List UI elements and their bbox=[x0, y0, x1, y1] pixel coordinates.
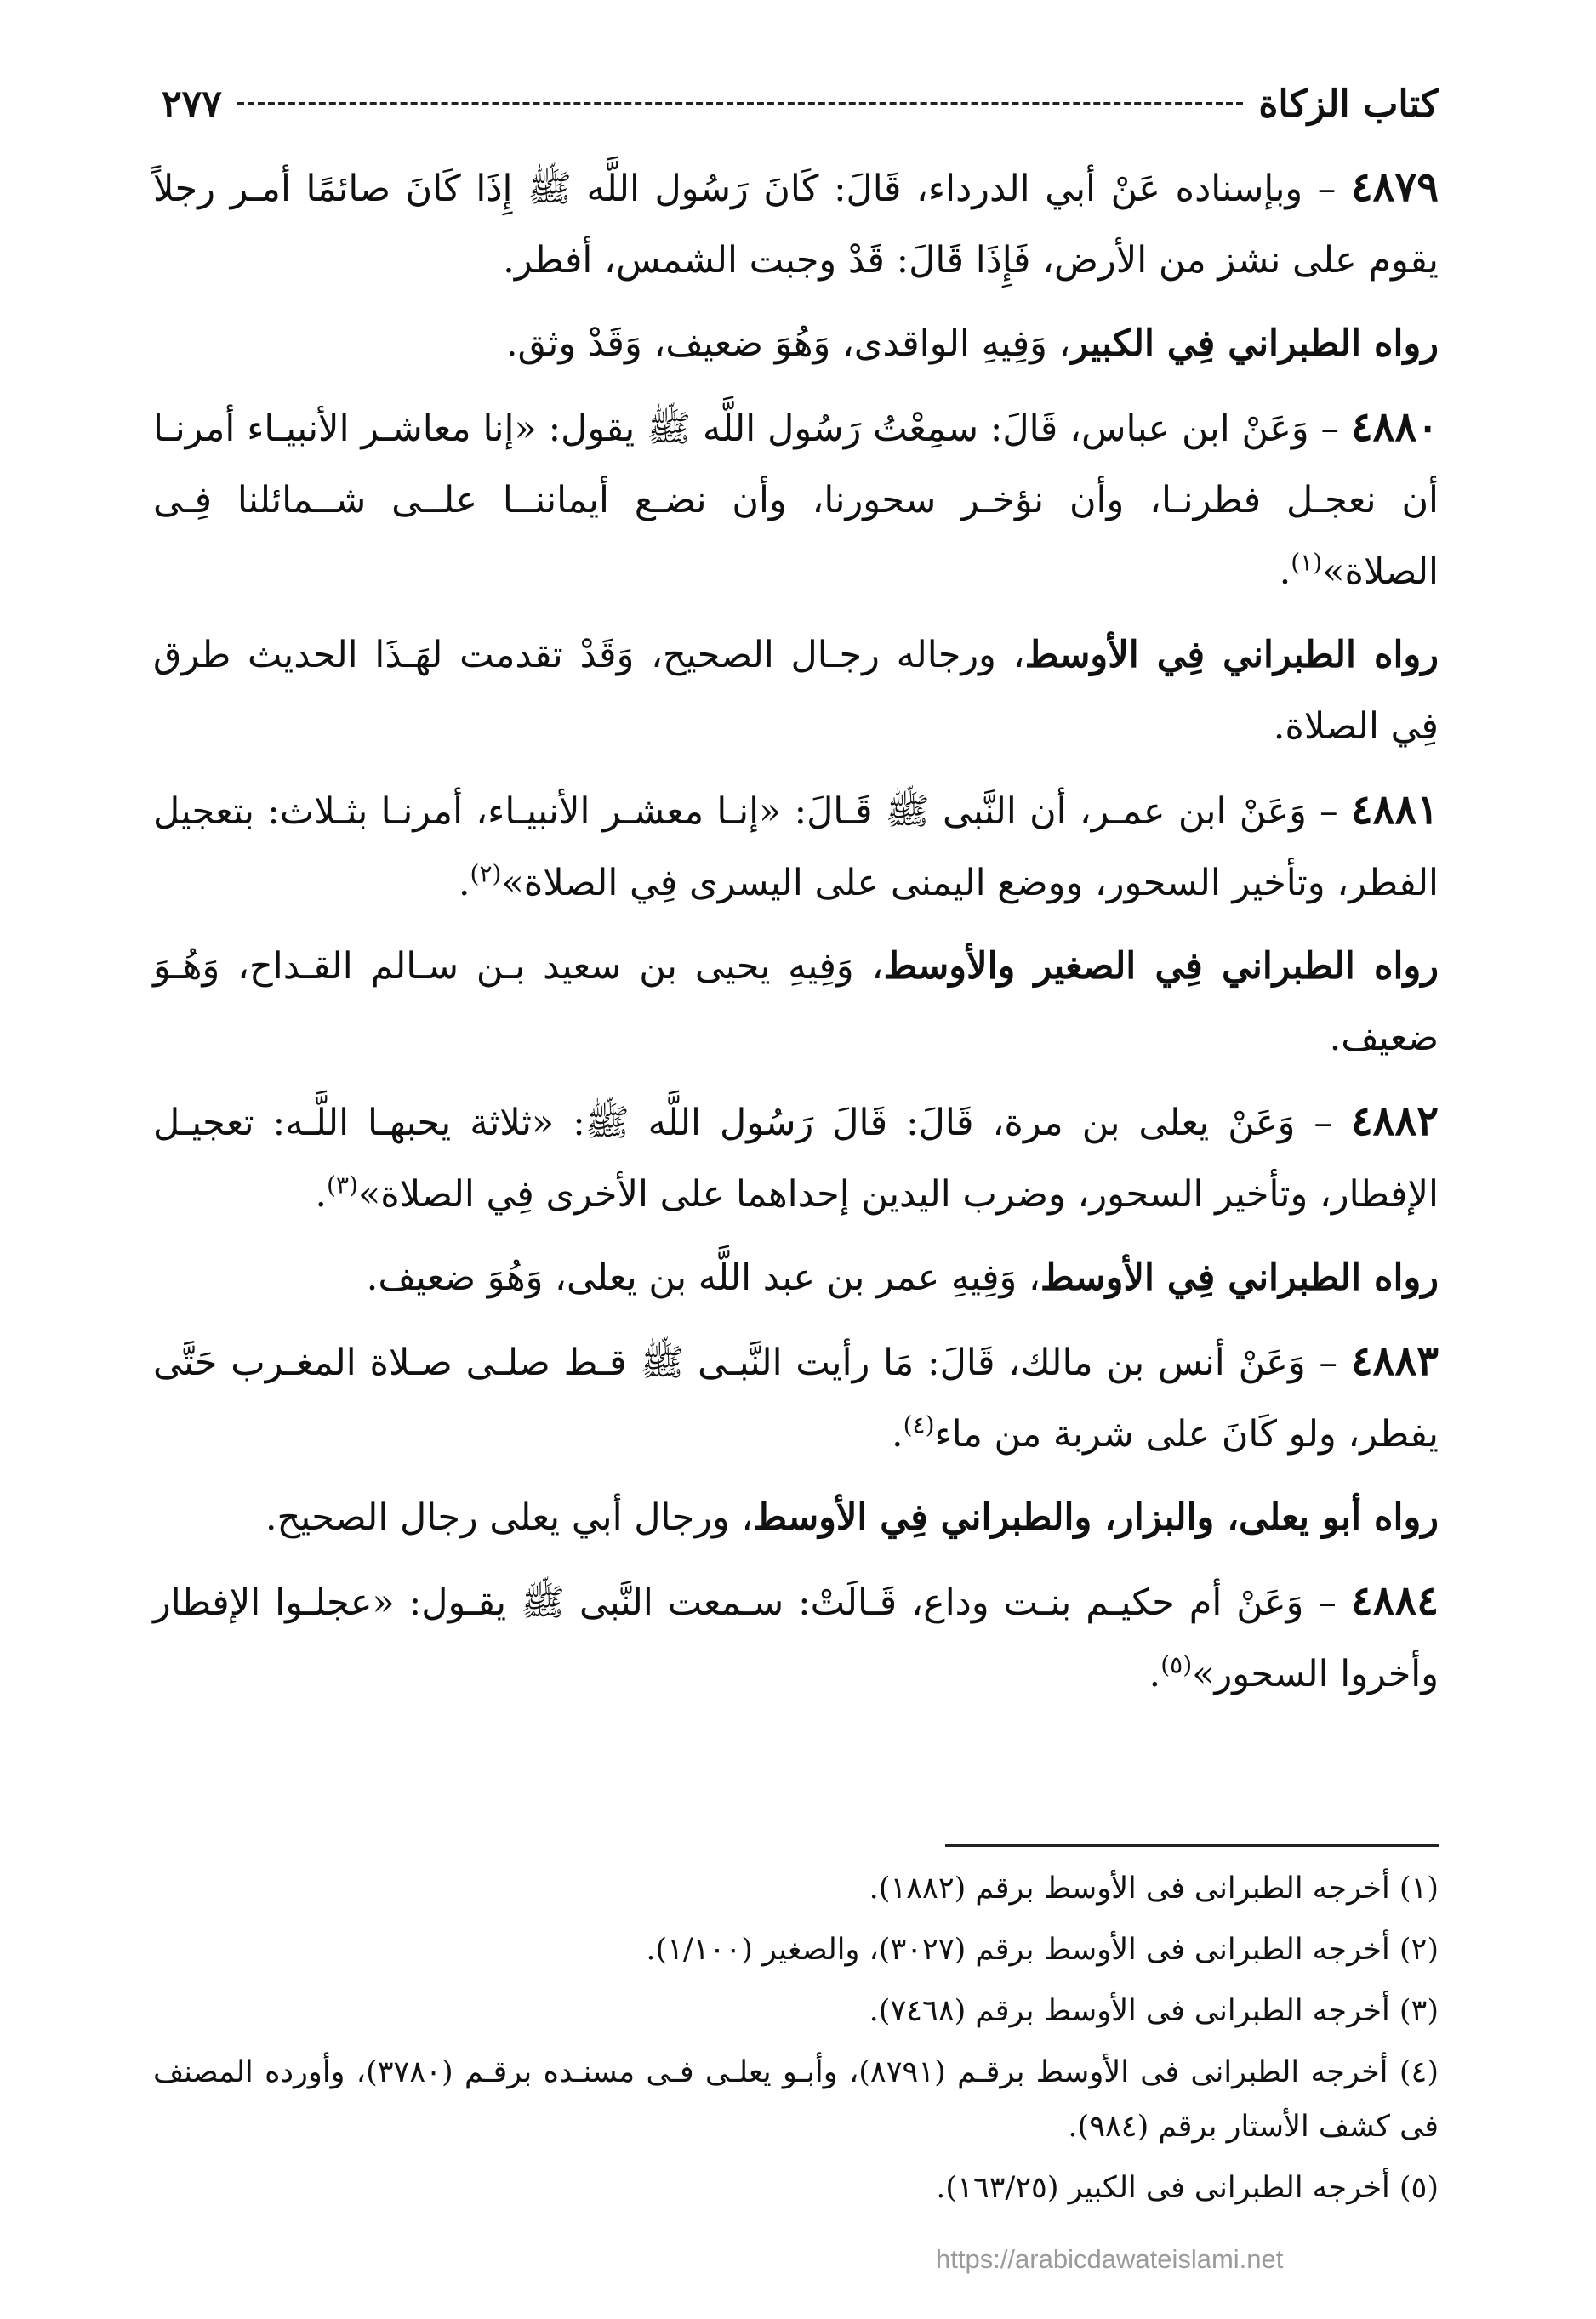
footnote-item: (٥) أخرجه الطبرانى فى الكبير (١٦٣/٢٥). bbox=[936, 2171, 1439, 2205]
hadith-text: – وَعَنْ ابن عباس، قَالَ: سمِعْتُ رَسُول اللَّه ﷺ يقول: «إنا معاشـر الأنبيـاء أمرنـا أن نعجـل فطرنـا، وأن نؤخـر سحورنا، وأن نضـع أيماننــا علــى شــمائلنا فِـى الصلاة» bbox=[153, 407, 1439, 593]
hadith-paragraph bbox=[153, 1325, 1439, 1470]
footnote-ref[interactable]: (٥) bbox=[1160, 1650, 1193, 1679]
hadith-paragraph bbox=[153, 151, 1439, 296]
footnote-ref[interactable]: (٤) bbox=[903, 1410, 935, 1439]
header-divider bbox=[237, 102, 1243, 105]
narration-source: رواه الطبراني فِي الأوسط bbox=[1024, 634, 1439, 676]
hadith-number: ٤٨٨٢ bbox=[1350, 1097, 1439, 1145]
footnote-item: (١) أخرجه الطبرانى فى الأوسط برقم (١٨٨٢). bbox=[869, 1872, 1439, 1906]
chapter-title: كتاب الزكاة bbox=[1258, 82, 1439, 126]
footnote-ref[interactable]: (٣) bbox=[327, 1171, 358, 1199]
narration-text: ، وَفِيهِ عمر بن عبد اللَّه بن يعلى، وَهُوَ ضعيف. bbox=[366, 1256, 1040, 1299]
hadith-paragraph bbox=[153, 1085, 1439, 1230]
narration-note bbox=[153, 931, 1439, 1074]
page-number: ٢٧٧ bbox=[162, 82, 222, 126]
footnotes bbox=[153, 1861, 1439, 2222]
narration-source: رواه أبو يعلى، والبزار، والطبراني فِي الأوسط bbox=[753, 1496, 1439, 1539]
hadith-number: ٤٨٨٠ bbox=[1350, 403, 1439, 451]
hadith-tail: . bbox=[315, 1173, 328, 1216]
footnote-ref[interactable]: (١) bbox=[1291, 548, 1323, 577]
hadith-text: – وَعَنْ أنس بن مالك، قَالَ: مَا رأيت النَّبـى ﷺ قـط صلـى صـلاة المغـرب حَتَّى يفطر، ولو كَانَ على شربة من ماء bbox=[153, 1342, 1439, 1456]
hadith-number: ٤٨٨١ bbox=[1350, 786, 1439, 834]
footnote-ref[interactable]: (٢) bbox=[470, 859, 502, 888]
hadith-text: – وَعَنْ يعلى بن مرة، قَالَ: قَالَ رَسُول اللَّه ﷺ: «ثلاثة يحبهـا اللَّـه: تعجيـل الإفطار، وتأخير السحور، وضرب اليدين إحداهما على الأخرى فِي الصلاة» bbox=[153, 1102, 1439, 1216]
footnote-item: (٢) أخرجه الطبرانى فى الأوسط برقم (٣٠٢٧)، والصغير (١/١٠٠). bbox=[646, 1933, 1439, 1967]
hadith-tail: . bbox=[1149, 1653, 1161, 1695]
hadith-tail: . bbox=[891, 1413, 903, 1456]
footnote-item: (٣) أخرجه الطبرانى فى الأوسط برقم (٧٤٦٨). bbox=[869, 1994, 1439, 2028]
hadith-tail: . bbox=[458, 862, 470, 904]
page-header bbox=[162, 78, 1439, 129]
hadith-number: ٤٨٧٩ bbox=[1350, 163, 1439, 211]
narration-text: ، ورجال أبي يعلى رجال الصحيح. bbox=[265, 1496, 754, 1539]
narration-source: رواه الطبراني فِي الكبير bbox=[1070, 322, 1439, 365]
narration-source: رواه الطبراني فِي الصغير والأوسط bbox=[883, 945, 1439, 988]
narration-note bbox=[153, 619, 1439, 762]
main-text bbox=[153, 151, 1439, 1722]
narration-source: رواه الطبراني فِي الأوسط bbox=[1040, 1256, 1439, 1299]
footnote-item: (٤) أخرجه الطبرانى فى الأوسط برقـم (٨٧٩١)، وأبـو يعلـى فـى مسنـده برقـم (٣٧٨٠)، وأورده المصنف فى كشف الأستار برقم (٩٨٤). bbox=[153, 2055, 1439, 2144]
narration-text: ، ورجاله رجـال الصحيح، وَقَدْ تقدمت لهَـذَا الحديث طرق فِي الصلاة. bbox=[153, 634, 1439, 748]
hadith-number: ٤٨٨٤ bbox=[1350, 1577, 1439, 1625]
narration-note bbox=[153, 1242, 1439, 1313]
hadith-tail: . bbox=[1279, 550, 1291, 593]
narration-text: ، وَفِيهِ الواقدى، وَهُوَ ضعيف، وَقَدْ وثق. bbox=[505, 322, 1071, 365]
hadith-text: – وَعَنْ ابن عمـر، أن النَّبى ﷺ قَـالَ: «إنـا معشـر الأنبيـاء، أمرنـا بثـلاث: بتعجيل الفطر، وتأخير السحور، ووضع اليمنى على اليسرى فِي الصلاة» bbox=[153, 790, 1439, 904]
hadith-paragraph bbox=[153, 1565, 1439, 1710]
footnote-divider bbox=[945, 1844, 1439, 1847]
hadith-paragraph bbox=[153, 391, 1439, 607]
hadith-number: ٤٨٨٣ bbox=[1350, 1337, 1439, 1385]
hadith-text: – وبإسناده عَنْ أبي الدرداء، قَالَ: كَانَ رَسُول اللَّه ﷺ إِذَا كَانَ صائمًا أمـر رجلاً يقوم على نشز من الأرض، فَإِذَا قَالَ: قَدْ وجبت الشمس، أفطر. bbox=[153, 168, 1439, 282]
narration-note bbox=[153, 1482, 1439, 1553]
hadith-paragraph bbox=[153, 774, 1439, 919]
narration-text: ، وَفِيهِ يحيى بن سعيد بـن سـالم القـداح، وَهُـوَ ضعيف. bbox=[153, 945, 1439, 1059]
watermark-url: https://arabicdawateislami.net bbox=[936, 2244, 1284, 2274]
narration-note bbox=[153, 308, 1439, 379]
hadith-text: – وَعَنْ أم حكيـم بنـت وداع، قَـالَتْ: سـمعت النَّبى ﷺ يقـول: «عجلـوا الإفطار وأخروا السحور» bbox=[153, 1581, 1439, 1695]
